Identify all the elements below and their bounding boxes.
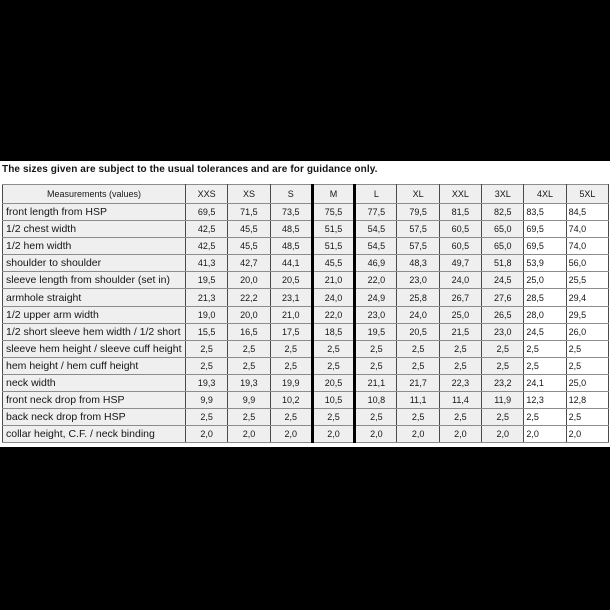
value-cell-3xl: 65,0 — [482, 221, 524, 238]
value-cell-xxl: 2,5 — [439, 409, 481, 426]
column-header-xl: XL — [397, 185, 439, 204]
table-row — [3, 221, 609, 238]
header-row — [3, 185, 609, 204]
value-cell-5xl: 84,5 — [566, 204, 608, 221]
value-cell-l: 22,0 — [355, 272, 397, 289]
value-cell-s: 21,0 — [270, 306, 312, 323]
value-cell-xxl: 26,7 — [439, 289, 481, 306]
value-cell-xxs: 19,5 — [186, 272, 228, 289]
value-cell-5xl: 29,4 — [566, 289, 608, 306]
column-header-s: S — [270, 185, 312, 204]
value-cell-xxs: 69,5 — [186, 204, 228, 221]
table-row — [3, 272, 609, 289]
value-cell-xxs: 42,5 — [186, 221, 228, 238]
measurement-label: 1/2 hem width — [3, 238, 186, 255]
value-cell-xs: 45,5 — [228, 238, 270, 255]
value-cell-m: 21,0 — [312, 272, 354, 289]
table-row — [3, 392, 609, 409]
value-cell-3xl: 51,8 — [482, 255, 524, 272]
value-cell-xs: 42,7 — [228, 255, 270, 272]
value-cell-xl: 20,5 — [397, 323, 439, 340]
value-cell-l: 2,5 — [355, 357, 397, 374]
value-cell-xs: 9,9 — [228, 392, 270, 409]
column-header-4xl: 4XL — [524, 185, 566, 204]
value-cell-xs: 71,5 — [228, 204, 270, 221]
value-cell-5xl: 2,5 — [566, 340, 608, 357]
value-cell-xl: 2,0 — [397, 426, 439, 443]
value-cell-xl: 57,5 — [397, 238, 439, 255]
value-cell-xl: 11,1 — [397, 392, 439, 409]
column-header-3xl: 3XL — [482, 185, 524, 204]
value-cell-xxl: 11,4 — [439, 392, 481, 409]
value-cell-4xl: 53,9 — [524, 255, 566, 272]
value-cell-m: 2,5 — [312, 409, 354, 426]
value-cell-m: 75,5 — [312, 204, 354, 221]
value-cell-s: 2,5 — [270, 409, 312, 426]
value-cell-l: 2,5 — [355, 340, 397, 357]
value-cell-xxl: 22,3 — [439, 374, 481, 391]
table-row — [3, 409, 609, 426]
value-cell-5xl: 2,5 — [566, 409, 608, 426]
value-cell-l: 2,5 — [355, 409, 397, 426]
content-area — [0, 161, 610, 447]
value-cell-xxs: 21,3 — [186, 289, 228, 306]
value-cell-l: 46,9 — [355, 255, 397, 272]
measurement-label: sleeve length from shoulder (set in) — [3, 272, 186, 289]
column-header-5xl: 5XL — [566, 185, 608, 204]
value-cell-4xl: 2,5 — [524, 409, 566, 426]
measurement-label: front length from HSP — [3, 204, 186, 221]
value-cell-m: 51,5 — [312, 221, 354, 238]
value-cell-3xl: 2,5 — [482, 340, 524, 357]
value-cell-xs: 2,5 — [228, 340, 270, 357]
value-cell-s: 19,9 — [270, 374, 312, 391]
measurement-label: hem height / hem cuff height — [3, 357, 186, 374]
value-cell-xxl: 2,0 — [439, 426, 481, 443]
value-cell-s: 48,5 — [270, 238, 312, 255]
value-cell-xxs: 41,3 — [186, 255, 228, 272]
value-cell-m: 2,5 — [312, 340, 354, 357]
value-cell-4xl: 69,5 — [524, 238, 566, 255]
value-cell-s: 73,5 — [270, 204, 312, 221]
value-cell-xxs: 2,5 — [186, 340, 228, 357]
value-cell-xl: 2,5 — [397, 340, 439, 357]
value-cell-xxs: 2,5 — [186, 357, 228, 374]
value-cell-s: 20,5 — [270, 272, 312, 289]
table-row — [3, 357, 609, 374]
value-cell-xl: 79,5 — [397, 204, 439, 221]
measurements-header: Measurements (values) — [3, 185, 186, 204]
value-cell-l: 77,5 — [355, 204, 397, 221]
value-cell-4xl: 24,5 — [524, 323, 566, 340]
value-cell-xxs: 2,0 — [186, 426, 228, 443]
value-cell-xxl: 24,0 — [439, 272, 481, 289]
measurement-label: 1/2 short sleeve hem width / 1/2 short — [3, 323, 186, 340]
value-cell-xl: 25,8 — [397, 289, 439, 306]
value-cell-4xl: 69,5 — [524, 221, 566, 238]
value-cell-xxl: 60,5 — [439, 221, 481, 238]
value-cell-m: 10,5 — [312, 392, 354, 409]
value-cell-xl: 48,3 — [397, 255, 439, 272]
value-cell-l: 10,8 — [355, 392, 397, 409]
value-cell-xl: 2,5 — [397, 409, 439, 426]
measurement-label: shoulder to shoulder — [3, 255, 186, 272]
value-cell-xs: 19,3 — [228, 374, 270, 391]
value-cell-m: 18,5 — [312, 323, 354, 340]
value-cell-xl: 24,0 — [397, 306, 439, 323]
value-cell-s: 17,5 — [270, 323, 312, 340]
value-cell-s: 10,2 — [270, 392, 312, 409]
value-cell-l: 54,5 — [355, 238, 397, 255]
value-cell-m: 45,5 — [312, 255, 354, 272]
value-cell-xs: 2,5 — [228, 357, 270, 374]
value-cell-s: 2,5 — [270, 357, 312, 374]
table-row — [3, 289, 609, 306]
value-cell-xxs: 9,9 — [186, 392, 228, 409]
value-cell-xxs: 19,0 — [186, 306, 228, 323]
value-cell-5xl: 56,0 — [566, 255, 608, 272]
value-cell-l: 23,0 — [355, 306, 397, 323]
value-cell-4xl: 2,0 — [524, 426, 566, 443]
value-cell-xs: 20,0 — [228, 272, 270, 289]
value-cell-xs: 16,5 — [228, 323, 270, 340]
column-header-m: M — [312, 185, 354, 204]
value-cell-m: 20,5 — [312, 374, 354, 391]
value-cell-xl: 21,7 — [397, 374, 439, 391]
value-cell-s: 44,1 — [270, 255, 312, 272]
value-cell-l: 21,1 — [355, 374, 397, 391]
value-cell-3xl: 27,6 — [482, 289, 524, 306]
table-row — [3, 238, 609, 255]
value-cell-xxs: 42,5 — [186, 238, 228, 255]
value-cell-xs: 2,0 — [228, 426, 270, 443]
measurement-label: neck width — [3, 374, 186, 391]
column-header-xs: XS — [228, 185, 270, 204]
table-row — [3, 204, 609, 221]
measurement-label: collar height, C.F. / neck binding — [3, 426, 186, 443]
value-cell-3xl: 23,2 — [482, 374, 524, 391]
measurement-label: 1/2 upper arm width — [3, 306, 186, 323]
value-cell-4xl: 25,0 — [524, 272, 566, 289]
value-cell-5xl: 25,0 — [566, 374, 608, 391]
value-cell-xxl: 25,0 — [439, 306, 481, 323]
table-row — [3, 323, 609, 340]
value-cell-m: 51,5 — [312, 238, 354, 255]
value-cell-m: 2,5 — [312, 357, 354, 374]
value-cell-5xl: 12,8 — [566, 392, 608, 409]
value-cell-xxs: 19,3 — [186, 374, 228, 391]
value-cell-xxs: 2,5 — [186, 409, 228, 426]
value-cell-s: 23,1 — [270, 289, 312, 306]
value-cell-3xl: 2,5 — [482, 357, 524, 374]
value-cell-xxl: 21,5 — [439, 323, 481, 340]
value-cell-xs: 22,2 — [228, 289, 270, 306]
value-cell-4xl: 83,5 — [524, 204, 566, 221]
measurement-label: back neck drop from HSP — [3, 409, 186, 426]
column-header-l: L — [355, 185, 397, 204]
value-cell-3xl: 65,0 — [482, 238, 524, 255]
value-cell-4xl: 24,1 — [524, 374, 566, 391]
table-row — [3, 340, 609, 357]
value-cell-m: 22,0 — [312, 306, 354, 323]
value-cell-s: 2,0 — [270, 426, 312, 443]
measurement-label: armhole straight — [3, 289, 186, 306]
value-cell-4xl: 12,3 — [524, 392, 566, 409]
value-cell-3xl: 11,9 — [482, 392, 524, 409]
value-cell-xs: 45,5 — [228, 221, 270, 238]
value-cell-xs: 20,0 — [228, 306, 270, 323]
value-cell-l: 19,5 — [355, 323, 397, 340]
value-cell-s: 2,5 — [270, 340, 312, 357]
value-cell-5xl: 2,5 — [566, 357, 608, 374]
value-cell-5xl: 29,5 — [566, 306, 608, 323]
value-cell-xxs: 15,5 — [186, 323, 228, 340]
value-cell-xl: 57,5 — [397, 221, 439, 238]
value-cell-xxl: 60,5 — [439, 238, 481, 255]
measurement-label: sleeve hem height / sleeve cuff height — [3, 340, 186, 357]
value-cell-4xl: 2,5 — [524, 340, 566, 357]
size-chart-table — [2, 184, 609, 443]
value-cell-xs: 2,5 — [228, 409, 270, 426]
value-cell-m: 2,0 — [312, 426, 354, 443]
value-cell-4xl: 2,5 — [524, 357, 566, 374]
value-cell-5xl: 74,0 — [566, 221, 608, 238]
value-cell-xxl: 81,5 — [439, 204, 481, 221]
value-cell-m: 24,0 — [312, 289, 354, 306]
value-cell-3xl: 26,5 — [482, 306, 524, 323]
value-cell-3xl: 2,0 — [482, 426, 524, 443]
value-cell-xl: 2,5 — [397, 357, 439, 374]
measurement-label: 1/2 chest width — [3, 221, 186, 238]
value-cell-l: 54,5 — [355, 221, 397, 238]
tolerance-note: The sizes given are subject to the usual tolerances and are for guidance only. — [2, 164, 378, 175]
column-header-xxl: XXL — [439, 185, 481, 204]
value-cell-xxl: 49,7 — [439, 255, 481, 272]
value-cell-3xl: 82,5 — [482, 204, 524, 221]
table-row — [3, 306, 609, 323]
value-cell-5xl: 26,0 — [566, 323, 608, 340]
column-header-xxs: XXS — [186, 185, 228, 204]
table-row — [3, 374, 609, 391]
value-cell-4xl: 28,5 — [524, 289, 566, 306]
table-row — [3, 255, 609, 272]
value-cell-xxl: 2,5 — [439, 357, 481, 374]
value-cell-3xl: 2,5 — [482, 409, 524, 426]
value-cell-xxl: 2,5 — [439, 340, 481, 357]
value-cell-4xl: 28,0 — [524, 306, 566, 323]
value-cell-3xl: 23,0 — [482, 323, 524, 340]
measurement-label: front neck drop from HSP — [3, 392, 186, 409]
table-row — [3, 426, 609, 443]
value-cell-l: 2,0 — [355, 426, 397, 443]
value-cell-l: 24,9 — [355, 289, 397, 306]
value-cell-5xl: 2,0 — [566, 426, 608, 443]
value-cell-5xl: 74,0 — [566, 238, 608, 255]
value-cell-s: 48,5 — [270, 221, 312, 238]
value-cell-3xl: 24,5 — [482, 272, 524, 289]
value-cell-5xl: 25,5 — [566, 272, 608, 289]
value-cell-xl: 23,0 — [397, 272, 439, 289]
